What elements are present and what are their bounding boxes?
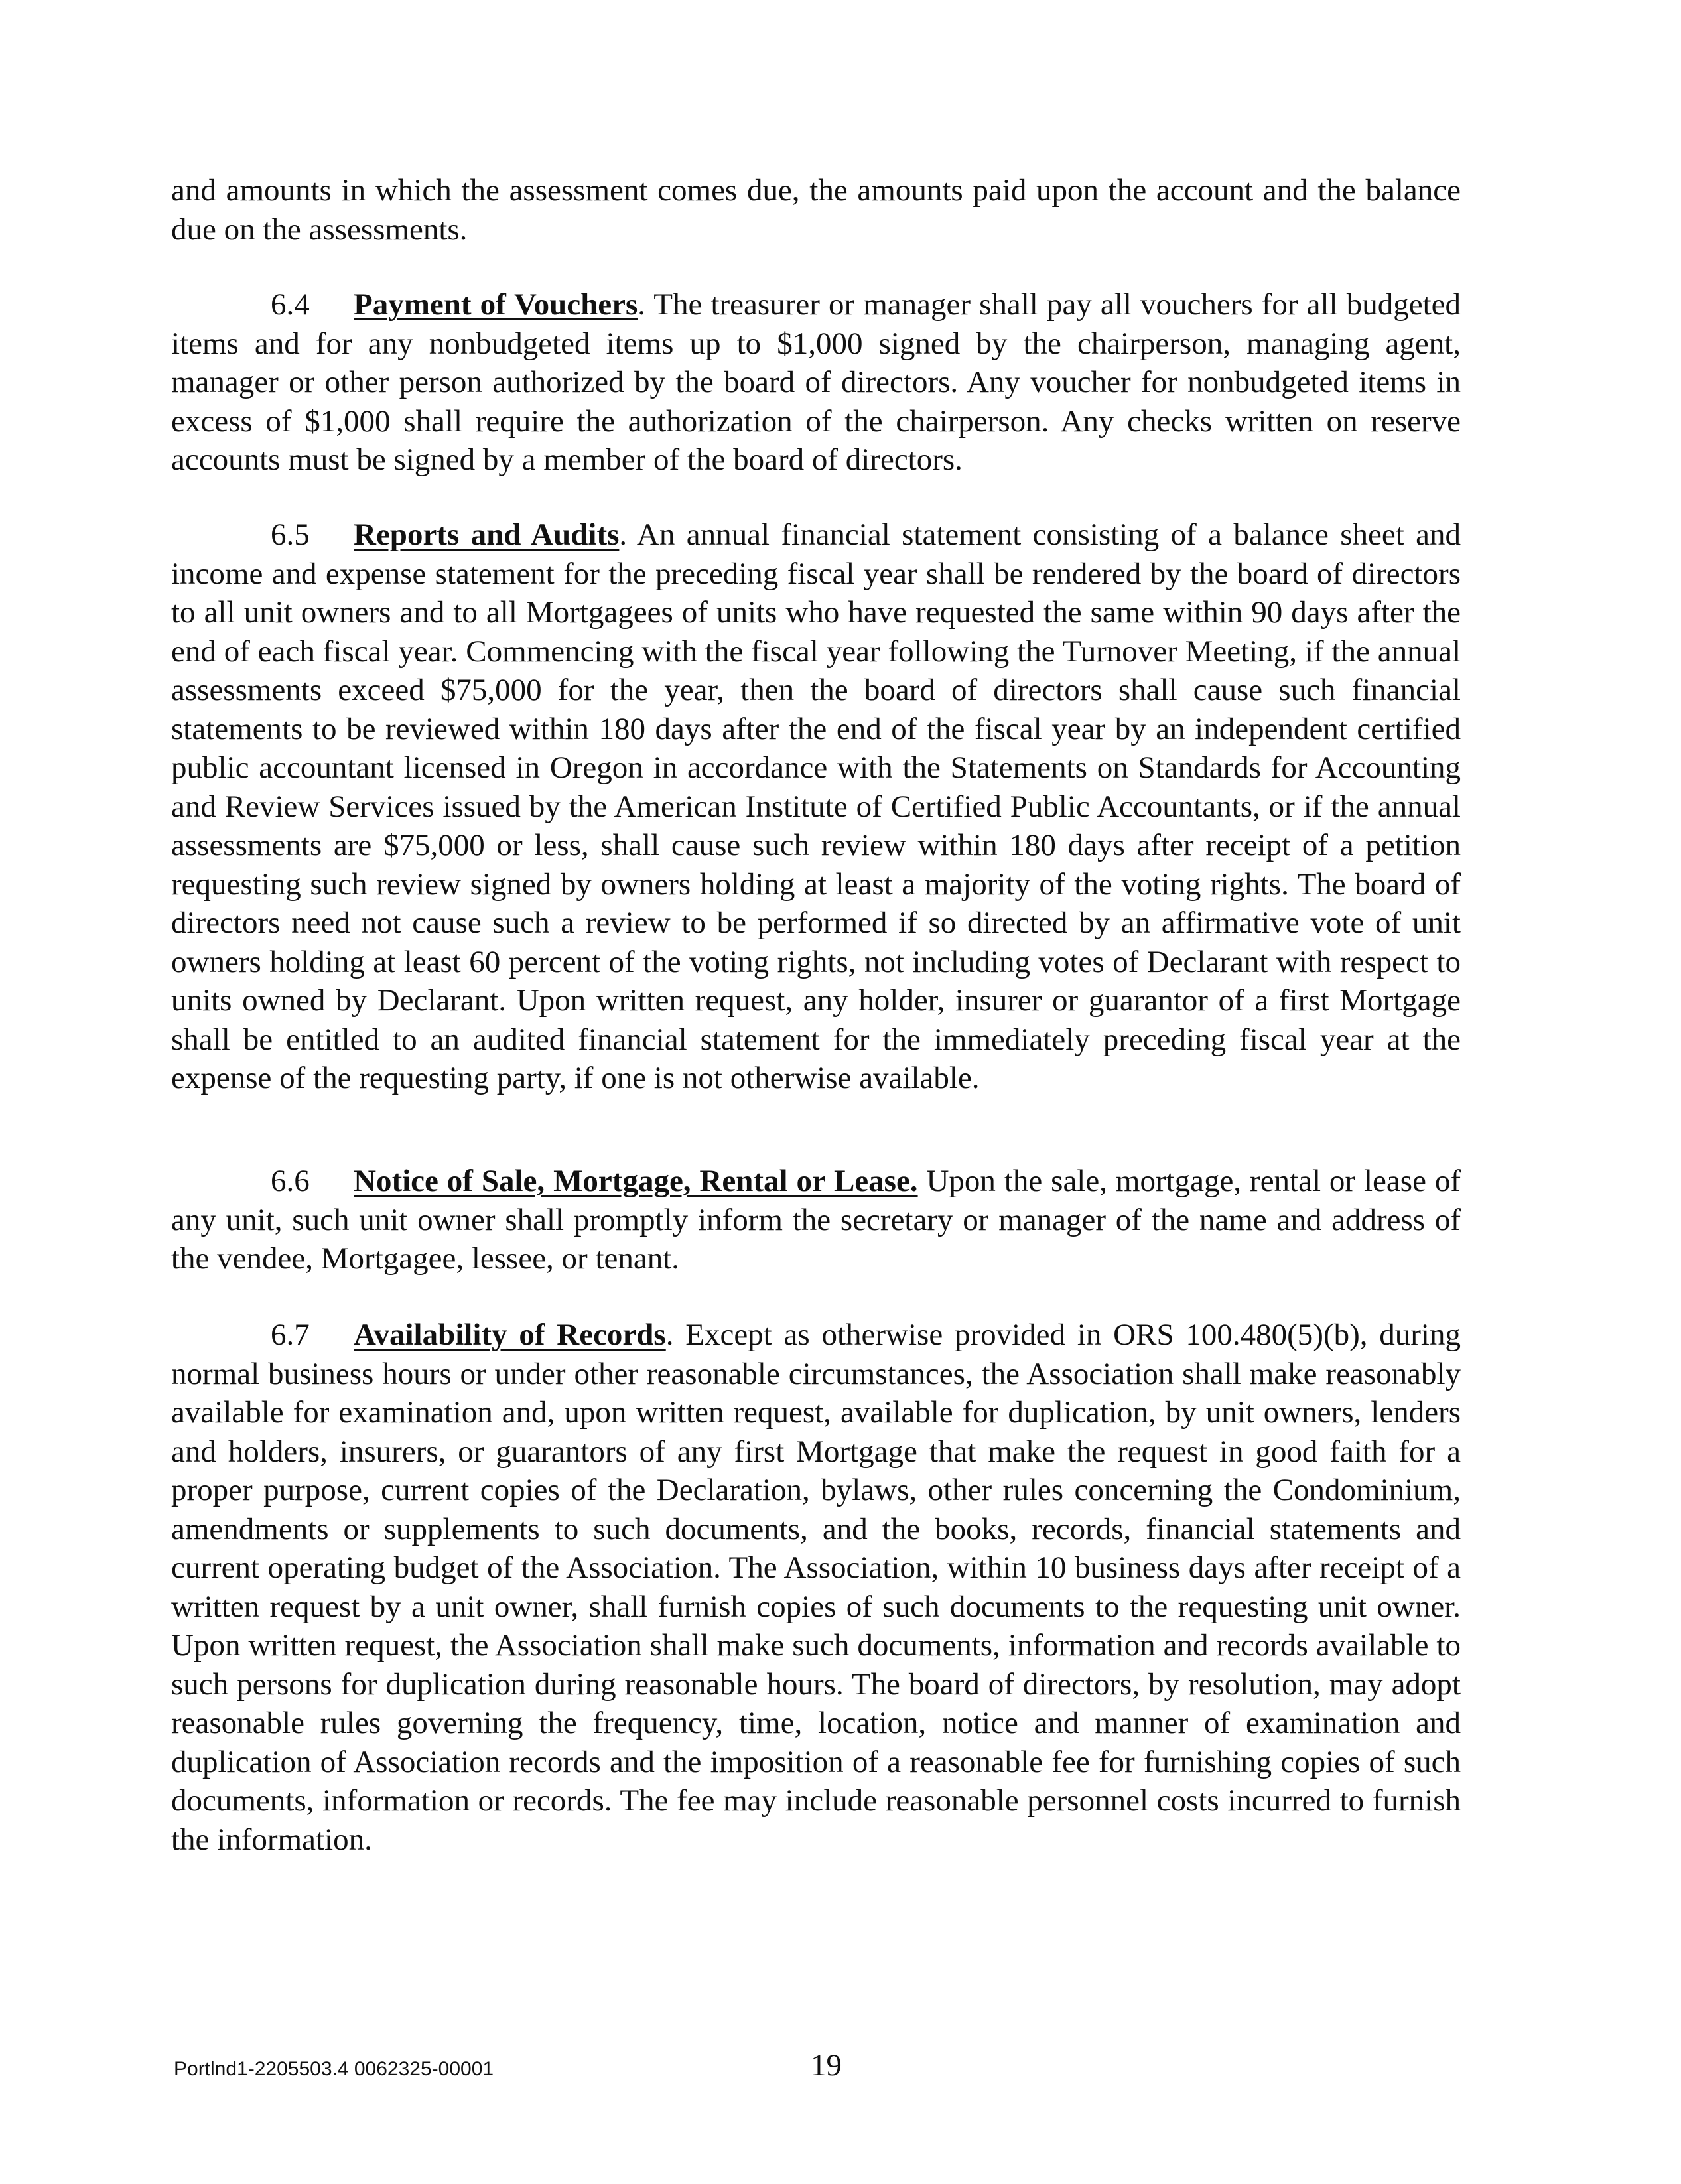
footer-document-id: Portlnd1-2205503.4 0062325-00001 [174,2058,494,2080]
section-6-6-paragraph [171,1162,1461,1278]
section-6-7-paragraph [171,1316,1461,1859]
section-6-4-paragraph [171,285,1461,480]
section-heading: Notice of Sale, Mortgage, Rental or Lease. [354,1164,918,1198]
section-number: 6.5 [271,517,310,552]
section-body: The treasurer or manager shall pay all vouchers for all budgeted items and for any nonbudgeted items up to $1,000 signed by the chairperson, managing agent, manager or other person authorized by the board of directors. Any voucher for nonbudgeted items in excess of $1,000 shall require the authorization of the chairperson. Any checks written on reserve accounts must be signed by a member of the board of directors. [171,287,1461,477]
section-number: 6.6 [271,1164,310,1198]
continuation-paragraph: and amounts in which the assessment comes due, the amounts paid upon the account and the balance due on the assessments. [171,173,1461,247]
heading-punctuation: . [665,1318,674,1352]
section-number: 6.4 [271,287,310,322]
section-body: An annual financial statement consisting of a balance sheet and income and expense statement for the preceding fiscal year shall be rendered by the board of directors to all unit owners and to all Mortgagees of units who have requested the same within 90 days after the end of each fiscal year. Commencing with the fiscal year following the Turnover Meeting, if the annual assessments exceed $75,000 for the year, then the board of directors shall cause such financial statements to be reviewed within 180 days after the end of the fiscal year by an independent certified public accountant licensed in Oregon in accordance with the Statements on Standards for Accounting and Review Services issued by the American Institute of Certified Public Accountants, or if the annual assessments are $75,000 or less, shall cause such review within 180 days after receipt of a petition requesting such review signed by owners holding at least a majority of the voting rights. The board of directors need not cause such a review to be performed if so directed by an affirmative vote of unit owners holding at least 60 percent of the voting rights, not including votes of Declarant with respect to units owned by Declarant. Upon written request, any holder, insurer or guarantor of a first Mortgage shall be entitled to an audited financial statement for the immediately preceding fiscal year at the expense of the requesting party, if one is not otherwise available. [171,517,1461,1095]
heading-punctuation: . [638,287,646,322]
section-number: 6.7 [271,1318,310,1352]
section-heading: Availability of Records [354,1318,666,1352]
section-6-5-paragraph [171,515,1461,1098]
section-body: Except as otherwise provided in ORS 100.480(5)(b), during normal business hours or under other reasonable circumstances, the Association shall make reasonably available for examination and, upon written request, available for duplication, by unit owners, lenders and holders, insurers, or guarantors of any first Mortgage that make the request in good faith for a proper purpose, current copies of the Declaration, bylaws, other rules concerning the Condominium, amendments or supplements to such documents, and the books, records, financial statements and current operating budget of the Association. The Association, within 10 business days after receipt of a written request by a unit owner, shall furnish copies of such documents to the requesting unit owner. Upon written request, the Association shall make such documents, information and records available to such persons for duplication during reasonable hours. The board of directors, by resolution, may adopt reasonable rules governing the frequency, time, location, notice and manner of examination and duplication of Association records and the imposition of a reasonable fee for furnishing copies of such documents, information or records. The fee may include reasonable personnel costs incurred to furnish the information. [171,1318,1461,1857]
section-body: Upon the sale, mortgage, rental or lease of any unit, such unit owner shall promptly inform the secretary or manager of the name and address of the vendee, Mortgagee, lessee, or tenant. [171,1164,1461,1276]
section-heading: Payment of Vouchers [354,287,638,322]
page-number: 19 [811,2048,842,2082]
section-heading: Reports and Audits [354,517,620,552]
heading-punctuation: . [619,517,628,552]
